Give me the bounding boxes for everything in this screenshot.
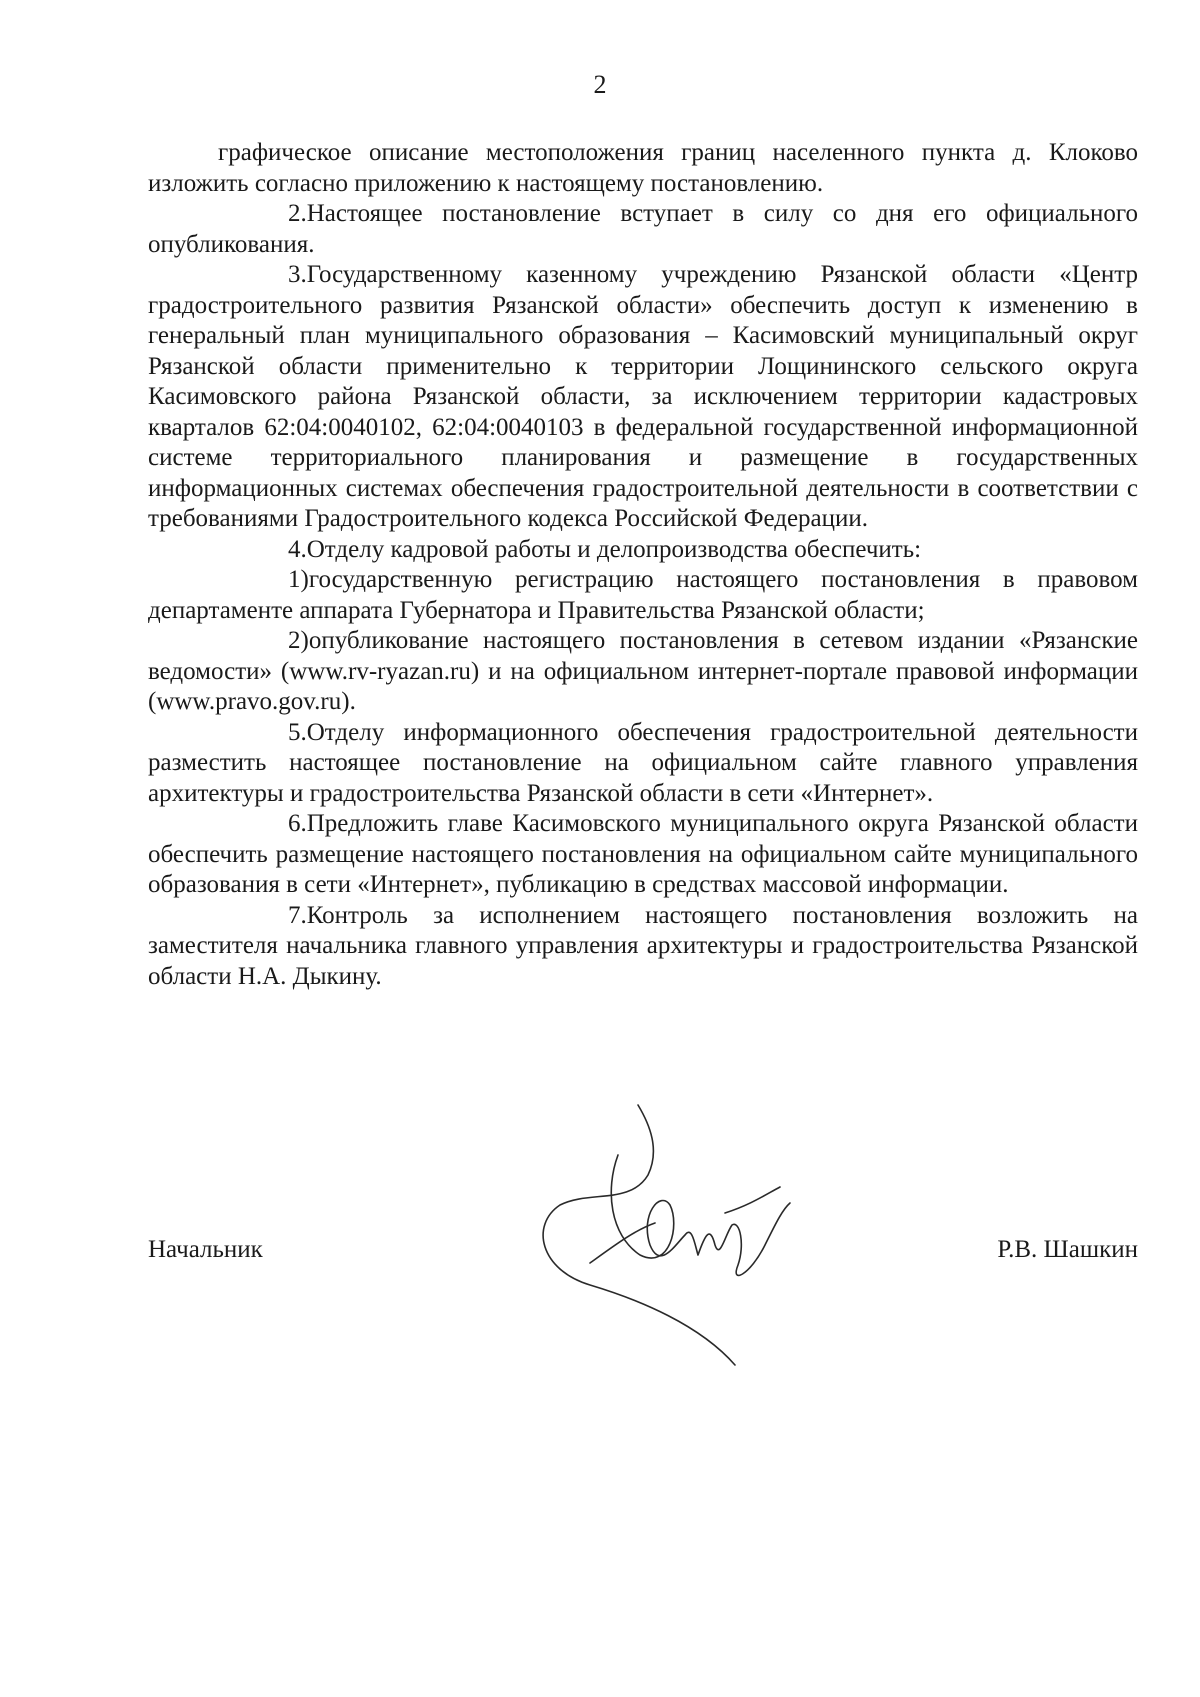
signatory-name: Р.В. Шашкин xyxy=(997,1236,1138,1263)
page-number: 2 xyxy=(593,70,607,99)
signatory-role: Начальник xyxy=(148,1236,263,1263)
paragraph-number: 2. xyxy=(288,200,307,227)
paragraph-text: Отделу информационного обеспечения градостроительной деятельности разместить настоящее постановление на официальном сайте главного управления архитектуры и градостроительства Рязанской области в сети «Интернет». xyxy=(148,718,1138,807)
paragraph-text: Государственному казенному учреждению Рязанской области «Центр градостроительного развития Рязанской области» обеспечить доступ к изменению в генеральный план муниципального образования – Касимовский муниципальный округ Рязанской области применительно к территории Лощининского сельского округа Касимовского района Рязанской области, за исключением территории кадастровых кварталов 62:04:0040102, 62:04:0040103 в федеральной государственной информационной системе территориального планирования и размещение в государственных информационных системах обеспечения градостроительной деятельности в соответствии с требованиями Градостроительного кодекса Российской Федерации. xyxy=(148,261,1138,532)
paragraph-2 xyxy=(148,199,1138,260)
document-body xyxy=(148,138,1138,992)
paragraph-4 xyxy=(148,535,1138,566)
paragraph-text: Настоящее постановление вступает в силу со дня его официального опубликования. xyxy=(148,200,1138,258)
subparagraph-4-2 xyxy=(148,626,1138,718)
paragraph-text: Контроль за исполнением настоящего постановления возложить на заместителя начальника главного управления архитектуры и градостроительства Рязанской области Н.А. Дыкину. xyxy=(148,901,1138,990)
paragraph-number: 1) xyxy=(288,566,309,593)
paragraph-3 xyxy=(148,260,1138,535)
paragraph-1-continuation xyxy=(148,138,1138,199)
paragraph-number: 3. xyxy=(288,261,307,288)
paragraph-number: 7. xyxy=(288,901,307,929)
subparagraph-4-1 xyxy=(148,565,1138,626)
paragraph-number: 6. xyxy=(288,810,307,837)
paragraph-text: опубликование настоящего постановления в сетевом издании «Рязанские ведомости» (www.rv-ryazan.ru) и на официальном интернет-портале правовой информации (www.pravo.gov.ru). xyxy=(148,627,1138,715)
paragraph-5 xyxy=(148,718,1138,810)
paragraph-6 xyxy=(148,809,1138,901)
paragraph-text: Предложить главе Касимовского муниципального округа Рязанской области обеспечить размещение настоящего постановления на официальном сайте муниципального образования в сети «Интернет», публикацию в средствах массовой информации. xyxy=(148,810,1138,898)
paragraph-text: государственную регистрацию настоящего постановления в правовом департаменте аппарата Губернатора и Правительства Рязанской области; xyxy=(148,566,1138,624)
paragraph-7 xyxy=(148,901,1138,993)
paragraph-text: графическое описание местоположения границ населенного пункта д. Клоково изложить согласно приложению к настоящему постановлению. xyxy=(148,139,1138,197)
paragraph-number: 4. xyxy=(288,535,307,563)
paragraph-text: Отделу кадровой работы и делопроизводства обеспечить: xyxy=(306,535,922,563)
signature-block xyxy=(148,1235,1138,1275)
paragraph-number: 5. xyxy=(288,718,307,746)
paragraph-number: 2) xyxy=(288,627,309,654)
